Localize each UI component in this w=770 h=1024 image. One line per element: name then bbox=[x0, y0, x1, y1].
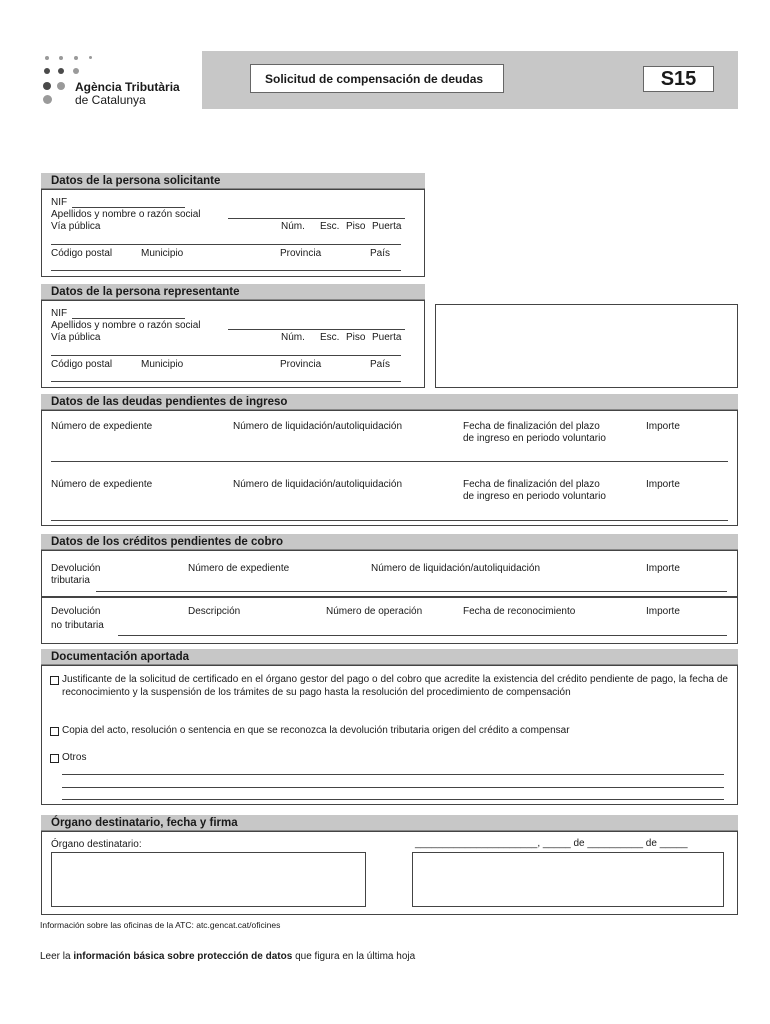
firma-field[interactable] bbox=[412, 852, 724, 907]
form-title: Solicitud de compensación de deudas bbox=[265, 72, 484, 86]
doc-otros-line-3[interactable] bbox=[62, 799, 724, 800]
organo-label: Órgano destinatario: bbox=[51, 839, 142, 850]
solicitante-cp-field[interactable] bbox=[51, 270, 401, 271]
representante-header: Datos de la persona representante bbox=[41, 284, 425, 300]
form-code: S15 bbox=[660, 68, 697, 90]
representante-via-field[interactable] bbox=[51, 355, 401, 356]
solicitante-via-label: Vía pública bbox=[51, 221, 101, 232]
doc-otros-line-1[interactable] bbox=[62, 774, 724, 775]
doc-otros-label: Otros bbox=[62, 752, 87, 763]
deuda-2-importe-label: Importe bbox=[646, 479, 680, 490]
credito-2-tipo-label-2: no tributaria bbox=[51, 620, 104, 631]
deuda-1-fecha-label: Fecha de finalización del plazo bbox=[463, 421, 600, 432]
solicitante-puerta-label: Puerta bbox=[372, 221, 402, 232]
credito-1-tipo-label-2: tributaria bbox=[51, 575, 90, 586]
organo-header: Órgano destinatario, fecha y firma bbox=[41, 815, 738, 831]
deuda-2-fecha-label: Fecha de finalización del plazo bbox=[463, 479, 600, 490]
solicitante-num-label: Núm. bbox=[281, 221, 305, 232]
doc-copia-label: Copia del acto, resolución o sentencia en que se reconozca la devolución tributaria origen del crédito a compensar bbox=[62, 725, 570, 736]
creditos-header: Datos de los créditos pendientes de cobro bbox=[41, 534, 738, 550]
solicitante-apellidos-field[interactable] bbox=[228, 218, 405, 219]
credito-2-descripcion-label: Descripción bbox=[188, 606, 241, 617]
doc-justificante-label: Justificante de la solicitud de certificado en el órgano gestor del pago o del cobro que acredite la existencia del crédito pendiente de pago, la fecha de reconocimiento y la suspensión de los trámites de su pago hasta la resolución del procedimiento de compensación bbox=[62, 674, 728, 698]
deuda-2-liquidacion-label: Número de liquidación/autoliquidación bbox=[233, 479, 402, 490]
representante-piso-label: Piso bbox=[346, 332, 366, 343]
representante-apellidos-field[interactable] bbox=[228, 329, 405, 330]
leer-post: que figura en la última hoja bbox=[292, 951, 416, 962]
representante-nif-label: NIF bbox=[51, 308, 68, 319]
solicitante-pais-label: País bbox=[370, 248, 391, 259]
representante-puerta-label: Puerta bbox=[372, 332, 402, 343]
solicitante-provincia-label: Provincia bbox=[280, 248, 322, 259]
deuda-2-field[interactable] bbox=[51, 520, 728, 521]
representante-nif-field[interactable] bbox=[72, 318, 185, 319]
brand-subtitle: de Catalunya bbox=[75, 93, 146, 107]
doc-otros-line-2[interactable] bbox=[62, 787, 724, 788]
brand-name: Agència Tributària bbox=[75, 80, 180, 94]
representante-apellidos-label: Apellidos y nombre o razón social bbox=[51, 320, 201, 331]
fecha-line: ______________________, _____ de __________ de _____ bbox=[415, 838, 688, 849]
representante-pais-label: País bbox=[370, 359, 391, 370]
solicitante-apellidos-label: Apellidos y nombre o razón social bbox=[51, 209, 201, 220]
solicitante-piso-label: Piso bbox=[346, 221, 366, 232]
representante-via-label: Vía pública bbox=[51, 332, 101, 343]
documentacion-header: Documentación aportada bbox=[41, 649, 738, 665]
credito-1-field[interactable] bbox=[96, 591, 727, 592]
credito-2-importe-label: Importe bbox=[646, 606, 680, 617]
representante-cp-field[interactable] bbox=[51, 381, 401, 382]
proteccion-datos-note bbox=[40, 951, 415, 962]
representante-provincia-label: Provincia bbox=[280, 359, 322, 370]
representante-num-label: Núm. bbox=[281, 332, 305, 343]
credito-1-importe-label: Importe bbox=[646, 563, 680, 574]
solicitante-nif-label: NIF bbox=[51, 197, 68, 208]
representante-cp-label: Código postal bbox=[51, 359, 113, 370]
solicitante-header: Datos de la persona solicitante bbox=[41, 173, 425, 189]
deudas-header: Datos de las deudas pendientes de ingreso bbox=[41, 394, 738, 410]
deuda-1-expediente-label: Número de expediente bbox=[51, 421, 153, 432]
solicitante-municipio-label: Municipio bbox=[141, 248, 184, 259]
deuda-2-fecha-label-2: de ingreso en periodo voluntario bbox=[463, 491, 606, 502]
credito-2-operacion-label: Número de operación bbox=[326, 606, 423, 617]
organo-destinatario-field[interactable] bbox=[51, 852, 366, 907]
doc-justificante-checkbox[interactable] bbox=[50, 676, 59, 685]
solicitante-via-field[interactable] bbox=[51, 244, 401, 245]
representante-box bbox=[41, 300, 425, 388]
creditos-box-2 bbox=[41, 597, 738, 644]
credito-1-liquidacion-label: Número de liquidación/autoliquidación bbox=[371, 563, 540, 574]
doc-copia-checkbox[interactable] bbox=[50, 727, 59, 736]
deuda-1-importe-label: Importe bbox=[646, 421, 680, 432]
credito-2-fecha-label: Fecha de reconocimiento bbox=[463, 606, 576, 617]
deuda-1-field[interactable] bbox=[51, 461, 728, 462]
solicitante-esc-label: Esc. bbox=[320, 221, 340, 232]
solicitante-nif-field[interactable] bbox=[72, 207, 185, 208]
credito-2-tipo-label: Devolución bbox=[51, 606, 101, 617]
solicitante-box bbox=[41, 189, 425, 277]
doc-otros-checkbox[interactable] bbox=[50, 754, 59, 763]
deuda-2-expediente-label: Número de expediente bbox=[51, 479, 153, 490]
oficinas-info: Información sobre las oficinas de la ATC: atc.gencat.cat/oficines bbox=[40, 920, 281, 930]
credito-1-expediente-label: Número de expediente bbox=[188, 563, 290, 574]
credito-1-tipo-label: Devolución bbox=[51, 563, 101, 574]
leer-pre: Leer la bbox=[40, 951, 74, 962]
representante-esc-label: Esc. bbox=[320, 332, 340, 343]
registro-stamp-box bbox=[435, 304, 738, 388]
deuda-1-fecha-label-2: de ingreso en periodo voluntario bbox=[463, 433, 606, 444]
representante-municipio-label: Municipio bbox=[141, 359, 184, 370]
proteccion-datos-link[interactable]: información básica sobre protección de datos bbox=[73, 951, 293, 962]
deuda-1-liquidacion-label: Número de liquidación/autoliquidación bbox=[233, 421, 402, 432]
credito-2-field[interactable] bbox=[118, 635, 727, 636]
solicitante-cp-label: Código postal bbox=[51, 248, 113, 259]
